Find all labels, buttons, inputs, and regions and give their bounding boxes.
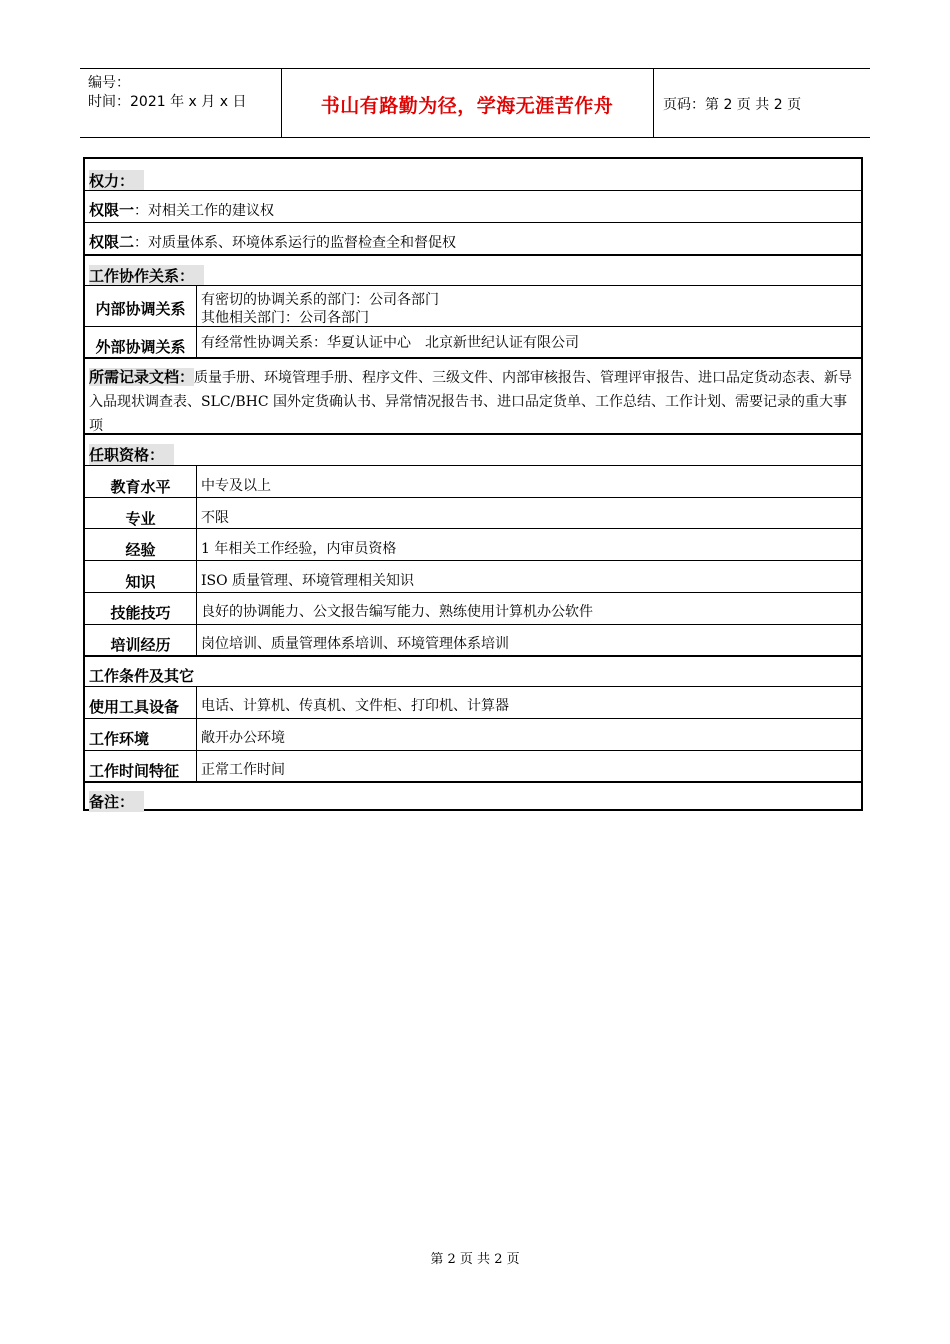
external-row: [85, 326, 861, 357]
qualification-label: 专业: [125, 510, 156, 528]
condition-label: 使用工具设备: [89, 698, 180, 716]
qualification-label: 经验: [125, 541, 156, 559]
authority-1-row: [85, 190, 861, 222]
qualification-row: [85, 624, 861, 655]
qualification-label: 培训经历: [110, 636, 171, 654]
condition-row: [85, 718, 861, 750]
qualification-row: [85, 528, 861, 560]
qualification-title: 任职资格：: [89, 444, 174, 465]
job-table: [83, 157, 863, 811]
external-label: 外部协调关系: [95, 338, 186, 356]
qualification-value: 岗位培训、质量管理体系培训、环境管理体系培训: [201, 636, 509, 652]
qualification-value: 1 年相关工作经验，内审员资格: [201, 541, 397, 557]
condition-row: [85, 750, 861, 781]
condition-row: [85, 686, 861, 718]
internal-line-2: 其他相关部门：公司各部门: [201, 310, 369, 326]
header-page-cell: [654, 69, 870, 137]
internal-line-1: 有密切的协调关系的部门：公司各部门: [201, 292, 439, 308]
authority-title: 权力：: [89, 170, 144, 191]
conditions-section-row: [85, 655, 861, 686]
records-text: 质量手册、环境管理手册、程序文件、三级文件、内部审核报告、管理评审报告、进口品定货动态表、新导入品现状调查表、SLC/BHC 国外定货确认书、异常情况报告书、进口品定货单、工作总结、工作计划、需要记录的重大事项: [89, 370, 853, 434]
cooperation-title: 工作协作关系：: [89, 265, 204, 286]
internal-label: 内部协调关系: [95, 300, 186, 318]
authority-2-text: ：对质量体系、环境体系运行的监督检查全和督促权: [134, 235, 457, 251]
condition-label: 工作时间特征: [89, 762, 180, 780]
authority-1-label: 权限一: [89, 201, 135, 219]
cooperation-section-row: [85, 254, 861, 285]
qualification-value: ISO 质量管理、环境管理相关知识: [201, 573, 415, 589]
time-label: 时间：2021 年 x 月 x 日: [88, 94, 247, 110]
qualification-row: [85, 592, 861, 624]
qualification-row: [85, 465, 861, 497]
authority-2-row: [85, 222, 861, 254]
qualification-row: [85, 560, 861, 592]
page-footer: 第 2 页 共 2 页: [430, 1252, 520, 1267]
qualification-section-row: [85, 433, 861, 465]
authority-2-label: 权限二: [89, 233, 135, 251]
condition-label: 工作环境: [89, 730, 150, 748]
motto: 书山有路勤为径，学海无涯苦作舟: [320, 95, 614, 117]
records-label: 所需记录文档：: [89, 368, 195, 386]
records-row: [85, 357, 861, 433]
qualification-value: 不限: [201, 510, 229, 526]
qualification-label: 教育水平: [110, 478, 171, 496]
conditions-title: 工作条件及其它: [89, 667, 195, 685]
authority-section-row: [85, 159, 861, 190]
remarks-row: [85, 781, 861, 811]
condition-value: 敞开办公环境: [201, 730, 285, 746]
qualification-value: 中专及以上: [201, 478, 271, 494]
qualification-label: 知识: [125, 573, 156, 591]
internal-row: [85, 285, 861, 326]
header-motto-cell: [281, 69, 654, 137]
header-meta: [80, 69, 282, 137]
number-label: 编号：: [88, 75, 130, 91]
authority-1-text: ：对相关工作的建议权: [134, 203, 275, 219]
qualification-label: 技能技巧: [110, 604, 171, 622]
qualification-value: 良好的协调能力、公文报告编写能力、熟练使用计算机办公软件: [201, 604, 593, 620]
external-text: 有经常性协调关系：华夏认证中心 北京新世纪认证有限公司: [201, 335, 579, 351]
page-info: 页码：第 2 页 共 2 页: [663, 97, 802, 113]
qualification-row: [85, 497, 861, 528]
condition-value: 正常工作时间: [201, 762, 285, 778]
page-header: [80, 68, 870, 138]
condition-value: 电话、计算机、传真机、文件柜、打印机、计算器: [201, 698, 509, 714]
remarks-title: 备注：: [89, 791, 144, 812]
